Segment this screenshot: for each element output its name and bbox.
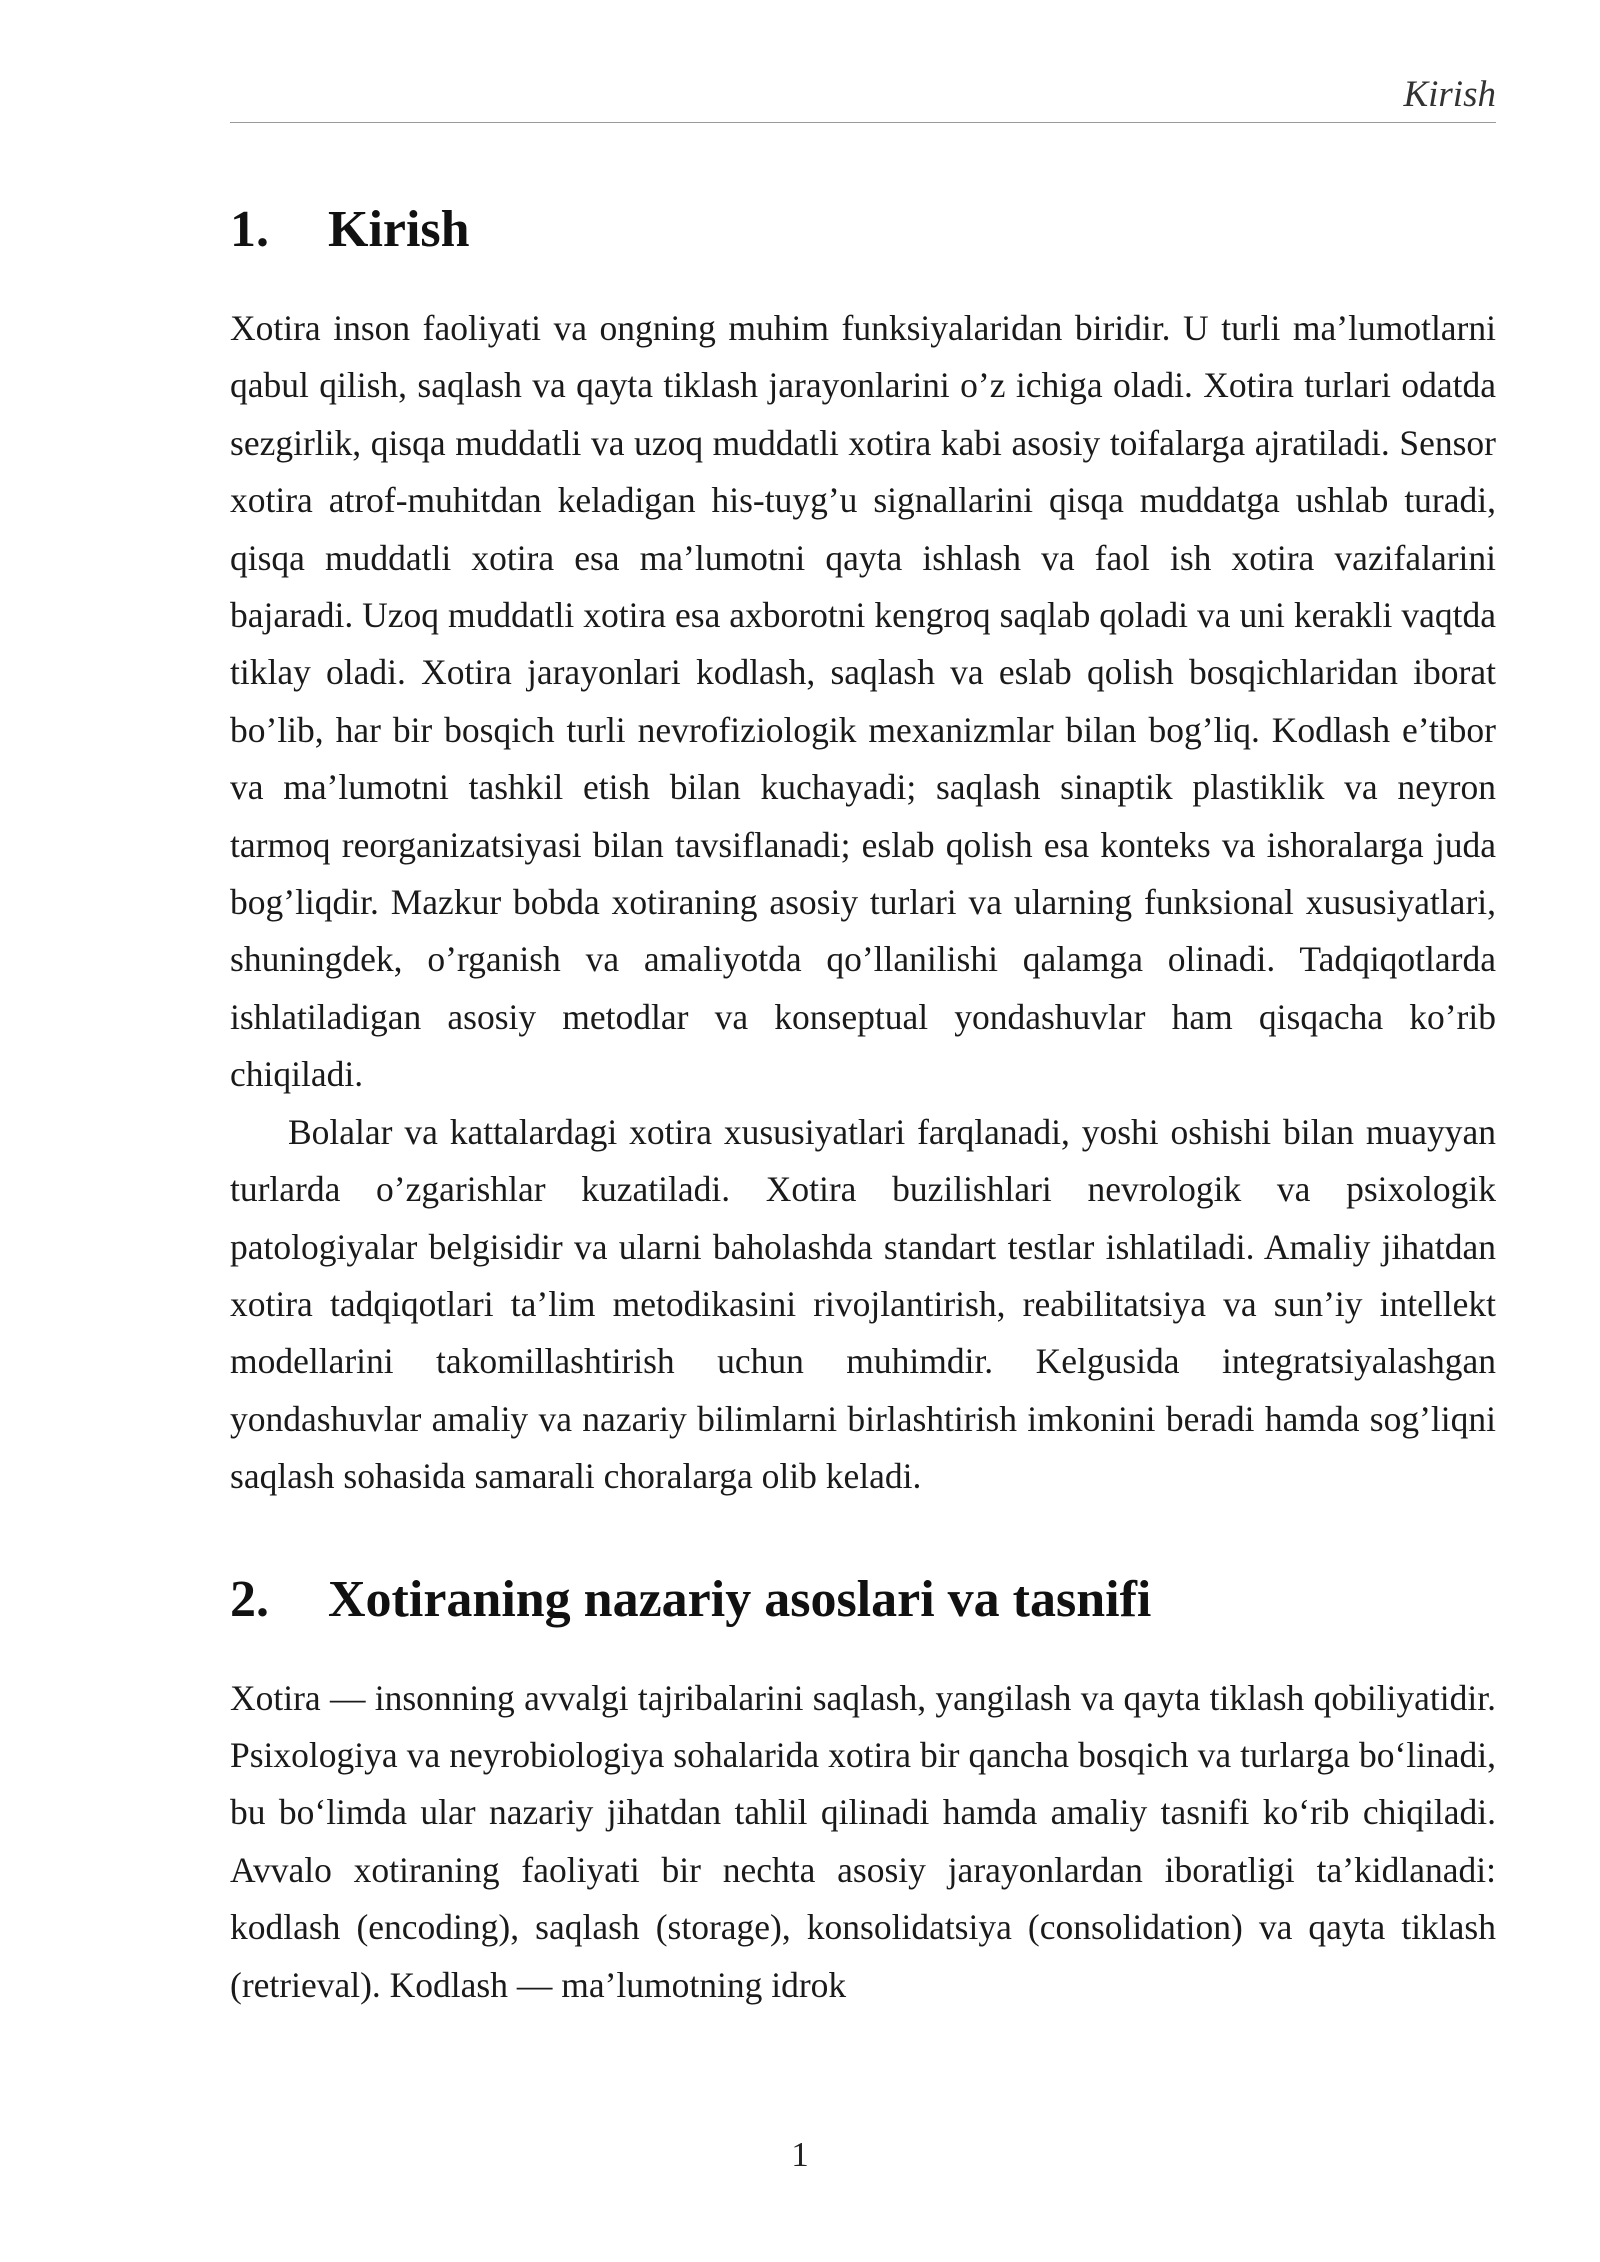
section-title: Xotiraning nazariy asoslari va tasnifi: [328, 1570, 1152, 1628]
page-number: 1: [791, 2135, 809, 2174]
running-header: Kirish: [1403, 74, 1496, 115]
section-introduction: [230, 190, 1496, 1506]
section-heading: [230, 190, 1496, 270]
section-heading: [230, 1560, 1496, 1640]
body-paragraph: Xotira — insonning avvalgi tajribalarini saqlash, yangilash va qayta tiklash qobiliyatidir. Psixologiya va neyrobiologiya sohalarida xotira bir qancha bosqich va turlarga bo‘linadi, bu bo‘limda ular nazariy jihatdan tahlil qilinadi hamda amaliy tasnifi ko‘rib chiqiladi. Avvalo xotiraning faoliyati bir nechta asosiy jarayonlardan iboratligi ta’kidlanadi: kodlash (encoding), saqlash (storage), konsolidatsiya (consolidation) va qayta tiklash (retrieval). Kodlash — ma’lumotning idrok: [230, 1677, 1496, 2005]
body-paragraph: Bolalar va kattalardagi xotira xususiyatlari farqlanadi, yoshi oshishi bilan muayyan turlarda o’zgarishlar kuzatiladi. Xotira buzilishlari nevrologik va psixologik patologiyalar belgisidir va ularni baholashda standart testlar ishlatiladi. Amaliy jihatdan xotira tadqiqotlari ta’lim metodikasini rivojlantirish, reabilitatsiya va sun’iy intellekt modellarini takomillashtirish uchun muhimdir. Kelgusida integratsiyalashgan yondashuvlar amaliy va nazariy bilimlarni birlashtirish imkonini beradi hamda sog’liqni saqlash sohasida samarali choralarga olib keladi.: [230, 1111, 1496, 1497]
section-number: 2.: [230, 1570, 269, 1628]
section-number: 1.: [230, 201, 269, 258]
section-theory: [230, 1560, 1496, 2014]
header-rule: [230, 122, 1496, 123]
body-paragraph: Xotira inson faoliyati va ongning muhim funksiyalaridan biridir. U turli ma’lumotlarni qabul qilish, saqlash va qayta tiklash jarayonlarini o’z ichiga oladi. Xotira turlari odatda sezgirlik, qisqa muddatli va uzoq muddatli xotira kabi asosiy toifalarga ajratiladi. Sensor xotira atrof-muhitdan keladigan his-tuyg’u signallarini qisqa muddatga ushlab turadi, qisqa muddatli xotira esa ma’lumotni qayta ishlash va faol ish xotira vazifalarini bajaradi. Uzoq muddatli xotira esa axborotni kengroq saqlab qoladi va uni kerakli vaqtda tiklay oladi. Xotira jarayonlari kodlash, saqlash va eslab qolish bosqichlaridan iborat bo’lib, har bir bosqich turli nevrofiziologik mexanizmlar bilan bog’liq. Kodlash e’tibor va ma’lumotni tashkil etish bilan kuchayadi; saqlash sinaptik plastiklik va neyron tarmoq reorganizatsiyasi bilan tavsiflanadi; eslab qolish esa konteks va ishoralarga juda bog’liqdir. Mazkur bobda xotiraning asosiy turlari va ularning funksional xususiyatlari, shuningdek, o’rganish va amaliyotda qo’llanilishi qalamga olinadi. Tadqiqotlarda ishlatiladigan asosiy metodlar va konseptual yondashuvlar ham qisqacha ko’rib chiqiladi.: [230, 308, 1496, 1095]
section-title: Kirish: [328, 201, 470, 258]
page-content: [230, 190, 1496, 2014]
